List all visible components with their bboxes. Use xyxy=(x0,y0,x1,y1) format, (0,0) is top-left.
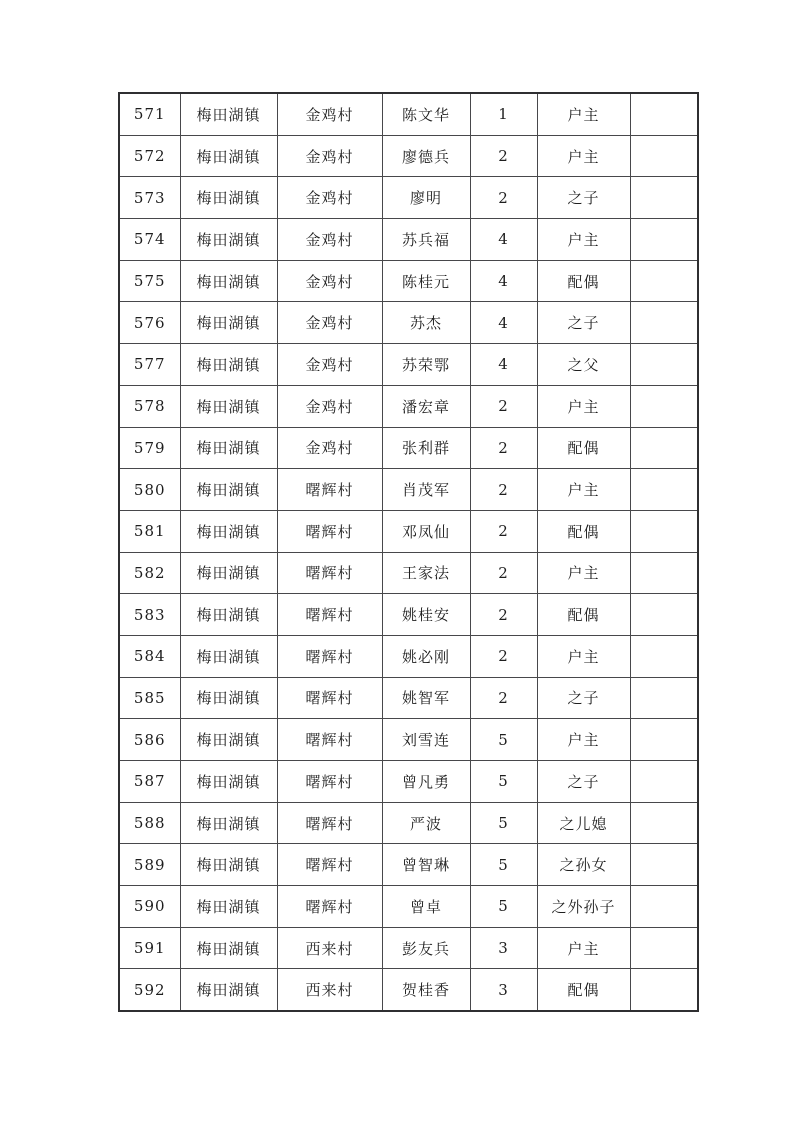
cell-serial-number: 581 xyxy=(119,510,180,552)
cell-serial-number: 572 xyxy=(119,135,180,177)
cell-remark xyxy=(630,635,698,677)
table-body xyxy=(119,93,698,1011)
cell-relation-to-head: 配偶 xyxy=(537,510,630,552)
cell-town: 梅田湖镇 xyxy=(180,510,277,552)
cell-household-size: 2 xyxy=(470,552,537,594)
cell-relation-to-head: 户主 xyxy=(537,552,630,594)
cell-remark xyxy=(630,969,698,1011)
cell-serial-number: 571 xyxy=(119,93,180,135)
cell-household-size: 5 xyxy=(470,844,537,886)
table-row xyxy=(119,177,698,219)
cell-relation-to-head: 户主 xyxy=(537,385,630,427)
cell-remark xyxy=(630,177,698,219)
cell-remark xyxy=(630,260,698,302)
cell-serial-number: 575 xyxy=(119,260,180,302)
cell-town: 梅田湖镇 xyxy=(180,93,277,135)
cell-household-size: 2 xyxy=(470,427,537,469)
cell-relation-to-head: 之孙女 xyxy=(537,844,630,886)
cell-village: 金鸡村 xyxy=(277,260,382,302)
cell-relation-to-head: 户主 xyxy=(537,469,630,511)
cell-serial-number: 587 xyxy=(119,761,180,803)
cell-person-name: 曾凡勇 xyxy=(382,761,470,803)
cell-village: 曙辉村 xyxy=(277,510,382,552)
cell-remark xyxy=(630,344,698,386)
cell-household-size: 4 xyxy=(470,302,537,344)
cell-remark xyxy=(630,886,698,928)
cell-relation-to-head: 之父 xyxy=(537,344,630,386)
cell-remark xyxy=(630,385,698,427)
table-row xyxy=(119,594,698,636)
cell-household-size: 2 xyxy=(470,635,537,677)
cell-village: 金鸡村 xyxy=(277,427,382,469)
cell-town: 梅田湖镇 xyxy=(180,177,277,219)
cell-village: 曙辉村 xyxy=(277,719,382,761)
cell-person-name: 张利群 xyxy=(382,427,470,469)
cell-person-name: 彭友兵 xyxy=(382,927,470,969)
table-row xyxy=(119,135,698,177)
cell-serial-number: 582 xyxy=(119,552,180,594)
cell-relation-to-head: 之儿媳 xyxy=(537,802,630,844)
cell-remark xyxy=(630,719,698,761)
cell-household-size: 2 xyxy=(470,385,537,427)
cell-person-name: 廖明 xyxy=(382,177,470,219)
cell-household-size: 3 xyxy=(470,969,537,1011)
cell-village: 曙辉村 xyxy=(277,886,382,928)
cell-town: 梅田湖镇 xyxy=(180,886,277,928)
cell-relation-to-head: 户主 xyxy=(537,219,630,261)
cell-village: 曙辉村 xyxy=(277,761,382,803)
cell-person-name: 陈桂元 xyxy=(382,260,470,302)
cell-village: 金鸡村 xyxy=(277,219,382,261)
cell-town: 梅田湖镇 xyxy=(180,969,277,1011)
cell-remark xyxy=(630,469,698,511)
cell-serial-number: 588 xyxy=(119,802,180,844)
cell-person-name: 贺桂香 xyxy=(382,969,470,1011)
table-row xyxy=(119,260,698,302)
cell-household-size: 2 xyxy=(470,469,537,511)
cell-person-name: 严波 xyxy=(382,802,470,844)
cell-town: 梅田湖镇 xyxy=(180,344,277,386)
cell-serial-number: 592 xyxy=(119,969,180,1011)
table-row xyxy=(119,427,698,469)
table-row xyxy=(119,635,698,677)
cell-serial-number: 580 xyxy=(119,469,180,511)
cell-town: 梅田湖镇 xyxy=(180,302,277,344)
cell-serial-number: 577 xyxy=(119,344,180,386)
cell-person-name: 姚智军 xyxy=(382,677,470,719)
table-row xyxy=(119,93,698,135)
table-row xyxy=(119,969,698,1011)
cell-relation-to-head: 配偶 xyxy=(537,969,630,1011)
cell-remark xyxy=(630,677,698,719)
cell-relation-to-head: 之外孙子 xyxy=(537,886,630,928)
cell-remark xyxy=(630,302,698,344)
cell-town: 梅田湖镇 xyxy=(180,469,277,511)
cell-town: 梅田湖镇 xyxy=(180,552,277,594)
cell-relation-to-head: 之子 xyxy=(537,677,630,719)
cell-household-size: 2 xyxy=(470,135,537,177)
cell-village: 金鸡村 xyxy=(277,385,382,427)
table-row xyxy=(119,844,698,886)
cell-village: 曙辉村 xyxy=(277,552,382,594)
cell-relation-to-head: 户主 xyxy=(537,719,630,761)
cell-household-size: 4 xyxy=(470,219,537,261)
cell-person-name: 苏杰 xyxy=(382,302,470,344)
cell-household-size: 5 xyxy=(470,719,537,761)
cell-remark xyxy=(630,135,698,177)
cell-person-name: 曾智琳 xyxy=(382,844,470,886)
cell-town: 梅田湖镇 xyxy=(180,594,277,636)
cell-household-size: 3 xyxy=(470,927,537,969)
cell-person-name: 苏兵福 xyxy=(382,219,470,261)
table-row xyxy=(119,761,698,803)
cell-village: 曙辉村 xyxy=(277,677,382,719)
table-row xyxy=(119,302,698,344)
cell-serial-number: 590 xyxy=(119,886,180,928)
cell-serial-number: 573 xyxy=(119,177,180,219)
cell-serial-number: 585 xyxy=(119,677,180,719)
cell-relation-to-head: 配偶 xyxy=(537,427,630,469)
cell-serial-number: 578 xyxy=(119,385,180,427)
cell-remark xyxy=(630,802,698,844)
cell-household-size: 4 xyxy=(470,344,537,386)
cell-town: 梅田湖镇 xyxy=(180,927,277,969)
cell-town: 梅田湖镇 xyxy=(180,761,277,803)
cell-relation-to-head: 户主 xyxy=(537,927,630,969)
cell-village: 曙辉村 xyxy=(277,802,382,844)
cell-village: 曙辉村 xyxy=(277,469,382,511)
table-row xyxy=(119,719,698,761)
cell-household-size: 1 xyxy=(470,93,537,135)
cell-household-size: 5 xyxy=(470,802,537,844)
cell-household-size: 2 xyxy=(470,594,537,636)
cell-remark xyxy=(630,427,698,469)
cell-household-size: 2 xyxy=(470,177,537,219)
cell-remark xyxy=(630,219,698,261)
cell-household-size: 2 xyxy=(470,510,537,552)
table-row xyxy=(119,344,698,386)
cell-person-name: 刘雪连 xyxy=(382,719,470,761)
cell-village: 金鸡村 xyxy=(277,344,382,386)
cell-relation-to-head: 之子 xyxy=(537,302,630,344)
cell-relation-to-head: 户主 xyxy=(537,93,630,135)
cell-serial-number: 576 xyxy=(119,302,180,344)
cell-village: 金鸡村 xyxy=(277,177,382,219)
table-row xyxy=(119,510,698,552)
cell-relation-to-head: 户主 xyxy=(537,635,630,677)
cell-person-name: 姚桂安 xyxy=(382,594,470,636)
cell-village: 金鸡村 xyxy=(277,302,382,344)
cell-person-name: 苏荣鄂 xyxy=(382,344,470,386)
cell-person-name: 廖德兵 xyxy=(382,135,470,177)
cell-town: 梅田湖镇 xyxy=(180,635,277,677)
cell-remark xyxy=(630,93,698,135)
cell-household-size: 5 xyxy=(470,761,537,803)
table-row xyxy=(119,802,698,844)
cell-relation-to-head: 之子 xyxy=(537,761,630,803)
cell-remark xyxy=(630,761,698,803)
cell-remark xyxy=(630,594,698,636)
cell-serial-number: 584 xyxy=(119,635,180,677)
cell-remark xyxy=(630,844,698,886)
cell-serial-number: 589 xyxy=(119,844,180,886)
cell-remark xyxy=(630,927,698,969)
cell-person-name: 曾卓 xyxy=(382,886,470,928)
cell-person-name: 肖茂军 xyxy=(382,469,470,511)
cell-serial-number: 586 xyxy=(119,719,180,761)
cell-town: 梅田湖镇 xyxy=(180,844,277,886)
cell-relation-to-head: 户主 xyxy=(537,135,630,177)
cell-village: 西来村 xyxy=(277,969,382,1011)
cell-town: 梅田湖镇 xyxy=(180,677,277,719)
cell-town: 梅田湖镇 xyxy=(180,427,277,469)
cell-person-name: 陈文华 xyxy=(382,93,470,135)
cell-relation-to-head: 之子 xyxy=(537,177,630,219)
cell-serial-number: 583 xyxy=(119,594,180,636)
table-row xyxy=(119,469,698,511)
cell-person-name: 潘宏章 xyxy=(382,385,470,427)
cell-town: 梅田湖镇 xyxy=(180,260,277,302)
cell-remark xyxy=(630,510,698,552)
cell-village: 金鸡村 xyxy=(277,93,382,135)
cell-relation-to-head: 配偶 xyxy=(537,260,630,302)
cell-village: 曙辉村 xyxy=(277,844,382,886)
cell-serial-number: 574 xyxy=(119,219,180,261)
cell-serial-number: 591 xyxy=(119,927,180,969)
cell-serial-number: 579 xyxy=(119,427,180,469)
cell-household-size: 2 xyxy=(470,677,537,719)
table-row xyxy=(119,927,698,969)
cell-village: 西来村 xyxy=(277,927,382,969)
table-row xyxy=(119,219,698,261)
cell-town: 梅田湖镇 xyxy=(180,219,277,261)
table-row xyxy=(119,385,698,427)
cell-town: 梅田湖镇 xyxy=(180,719,277,761)
cell-household-size: 5 xyxy=(470,886,537,928)
cell-village: 曙辉村 xyxy=(277,594,382,636)
cell-person-name: 姚必刚 xyxy=(382,635,470,677)
cell-village: 曙辉村 xyxy=(277,635,382,677)
table-row xyxy=(119,677,698,719)
cell-household-size: 4 xyxy=(470,260,537,302)
cell-person-name: 王家法 xyxy=(382,552,470,594)
table-row xyxy=(119,552,698,594)
cell-remark xyxy=(630,552,698,594)
cell-person-name: 邓凤仙 xyxy=(382,510,470,552)
cell-town: 梅田湖镇 xyxy=(180,135,277,177)
cell-relation-to-head: 配偶 xyxy=(537,594,630,636)
cell-village: 金鸡村 xyxy=(277,135,382,177)
cell-town: 梅田湖镇 xyxy=(180,385,277,427)
table-row xyxy=(119,886,698,928)
cell-town: 梅田湖镇 xyxy=(180,802,277,844)
household-register-table xyxy=(118,92,699,1012)
